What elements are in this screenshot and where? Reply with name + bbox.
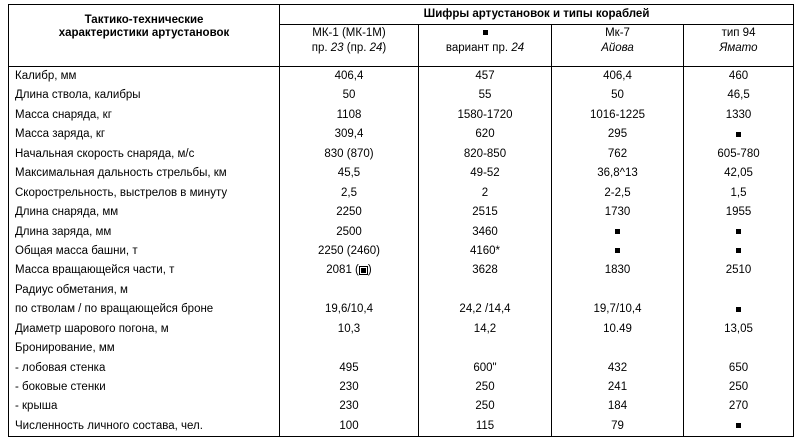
column-ship: Ямато xyxy=(719,42,758,54)
row-value: 10.49 xyxy=(603,322,632,335)
row-value: 1580-1720 xyxy=(457,108,513,121)
square-mark-icon xyxy=(615,248,620,253)
row-value: 2500 xyxy=(336,225,362,238)
row-label: Общая масса башни, т xyxy=(15,244,138,257)
column-ship: пр. 23 (пр. 24) xyxy=(311,42,387,54)
row-value: 184 xyxy=(607,400,628,413)
row-value: 250 xyxy=(475,400,495,413)
column-ship: Айова xyxy=(601,42,634,54)
row-value: 250 xyxy=(728,381,749,393)
row-value: 605-780 xyxy=(717,147,760,160)
row-value: 457 xyxy=(475,70,495,82)
row-value: 820-850 xyxy=(463,147,507,160)
row-value xyxy=(419,281,551,300)
row-value xyxy=(684,339,793,358)
row-value: 50 xyxy=(342,89,356,102)
row-value: 49-52 xyxy=(470,167,500,180)
row-value: 46,5 xyxy=(727,89,750,102)
square-mark-icon xyxy=(615,229,620,234)
characteristics-header: Тактико-технические характеристики артустановок xyxy=(9,5,280,67)
column-ship: вариант пр. 24 xyxy=(445,42,525,54)
row-value: 1955 xyxy=(725,206,752,219)
row-value xyxy=(552,339,683,358)
row-value: 55 xyxy=(478,89,492,102)
column-code xyxy=(419,26,551,41)
row-value: 2,5 xyxy=(341,186,357,199)
row-value: 14,2 xyxy=(473,322,497,335)
row-label: Диаметр шарового погона, м xyxy=(15,322,169,335)
row-value: 250 xyxy=(475,381,495,393)
column-header-3 xyxy=(552,25,684,67)
square-mark-icon xyxy=(736,307,741,312)
row-value: 2250 xyxy=(336,206,362,219)
column-header-2 xyxy=(419,25,552,67)
row-value: 13,05 xyxy=(724,322,753,335)
row-value: 10,3 xyxy=(337,322,361,335)
row-value: 115 xyxy=(475,419,495,432)
values-column-3 xyxy=(552,67,684,437)
row-value: 1,5 xyxy=(730,186,747,199)
row-value xyxy=(684,125,793,144)
column-header-1 xyxy=(280,25,419,67)
row-label: Масса снаряда, кг xyxy=(15,108,112,121)
square-mark-icon xyxy=(736,248,741,253)
row-value: 406,4 xyxy=(334,70,364,82)
row-value: 3460 xyxy=(472,225,498,238)
square-mark-icon xyxy=(736,423,741,428)
row-value: 762 xyxy=(607,147,628,160)
column-header-4 xyxy=(684,25,794,67)
row-label: Бронирование, мм xyxy=(15,342,115,355)
row-value: 406,4 xyxy=(603,70,632,82)
body-row xyxy=(9,67,794,437)
row-value: 309,4 xyxy=(334,128,364,141)
row-value xyxy=(684,300,793,319)
row-value: 620 xyxy=(475,128,495,141)
row-value: 1108 xyxy=(336,108,362,121)
row-value xyxy=(552,223,683,242)
row-value: 2-2,5 xyxy=(604,186,631,199)
row-value: 432 xyxy=(607,361,628,374)
row-value: 100 xyxy=(339,419,359,432)
row-label: по стволам / по вращающейся броне xyxy=(15,303,214,316)
square-mark-icon xyxy=(361,268,366,273)
row-label: Скорострельность, выстрелов в минуту xyxy=(15,186,228,199)
row-value: 230 xyxy=(339,381,359,393)
row-value: 50 xyxy=(611,89,624,102)
row-value: 600" xyxy=(473,361,497,374)
column-code: МК-1 (МК-1М) xyxy=(312,27,386,39)
row-value: 241 xyxy=(607,381,628,393)
square-mark-icon xyxy=(736,229,741,234)
row-value xyxy=(552,242,683,261)
row-value: 19,7/10,4 xyxy=(593,303,642,316)
row-value: 650 xyxy=(728,361,749,374)
row-value: 830 (870) xyxy=(324,147,374,160)
row-value: 230 xyxy=(339,400,359,413)
row-label: Максимальная дальность стрельбы, км xyxy=(15,167,227,180)
row-value: 45,5 xyxy=(337,167,361,180)
row-label: Численность личного состава, чел. xyxy=(15,419,203,432)
row-value: 495 xyxy=(339,361,359,374)
row-label: Длина заряда, мм xyxy=(15,225,112,238)
row-label: Начальная скорость снаряда, м/с xyxy=(15,147,195,160)
row-value: 1830 xyxy=(604,264,631,277)
row-label: Длина ствола, калибры xyxy=(15,89,141,102)
group-title: Шифры артустановок и типы кораблей xyxy=(280,5,794,25)
row-value xyxy=(684,417,793,436)
row-label: - боковые стенки xyxy=(15,381,106,393)
column-code: тип 94 xyxy=(721,27,756,39)
row-value xyxy=(684,281,793,300)
labels-column xyxy=(9,67,280,437)
values-column-2 xyxy=(419,67,552,437)
row-value xyxy=(684,223,793,242)
row-value: 1730 xyxy=(604,206,631,219)
row-value: 24,2 /14,4 xyxy=(459,303,511,316)
row-value: 36,8^13 xyxy=(597,167,638,180)
row-value: 295 xyxy=(607,128,628,141)
row-value: 4160* xyxy=(469,244,501,257)
header-row-top xyxy=(9,5,794,25)
row-value: 2515 xyxy=(472,206,498,219)
row-value: 2510 xyxy=(725,264,752,277)
square-mark-icon xyxy=(736,132,741,137)
row-value: 2 xyxy=(481,186,489,199)
row-value: 1016-1225 xyxy=(590,108,645,121)
row-value: 270 xyxy=(728,400,749,413)
row-value: 42,05 xyxy=(724,167,753,180)
row-value xyxy=(280,281,418,300)
row-label: Радиус обметания, м xyxy=(15,283,128,296)
values-column-4 xyxy=(684,67,794,437)
row-value: 3628 xyxy=(472,264,498,277)
row-value xyxy=(552,281,683,300)
row-value xyxy=(419,339,551,358)
row-label: Длина снаряда, мм xyxy=(15,206,119,219)
tth-table xyxy=(8,4,794,437)
row-value: 460 xyxy=(728,70,749,82)
row-label: - крыша xyxy=(15,400,58,413)
row-label: - лобовая стенка xyxy=(15,361,106,374)
row-value: 19,6/10,4 xyxy=(325,303,373,316)
row-value xyxy=(684,242,793,261)
row-label: Калибр, мм xyxy=(15,70,77,82)
row-value: 1330 xyxy=(725,108,752,121)
row-value: 2250 (2460) xyxy=(317,244,381,257)
row-value: 79 xyxy=(611,419,624,432)
square-mark-icon xyxy=(483,30,488,35)
row-value xyxy=(280,339,418,358)
row-label: Масса заряда, кг xyxy=(15,128,106,141)
row-value: 2081 ( ) xyxy=(326,264,372,277)
column-code: Мк-7 xyxy=(605,27,630,39)
values-column-1 xyxy=(280,67,419,437)
row-label: Масса вращающейся части, т xyxy=(15,264,175,277)
